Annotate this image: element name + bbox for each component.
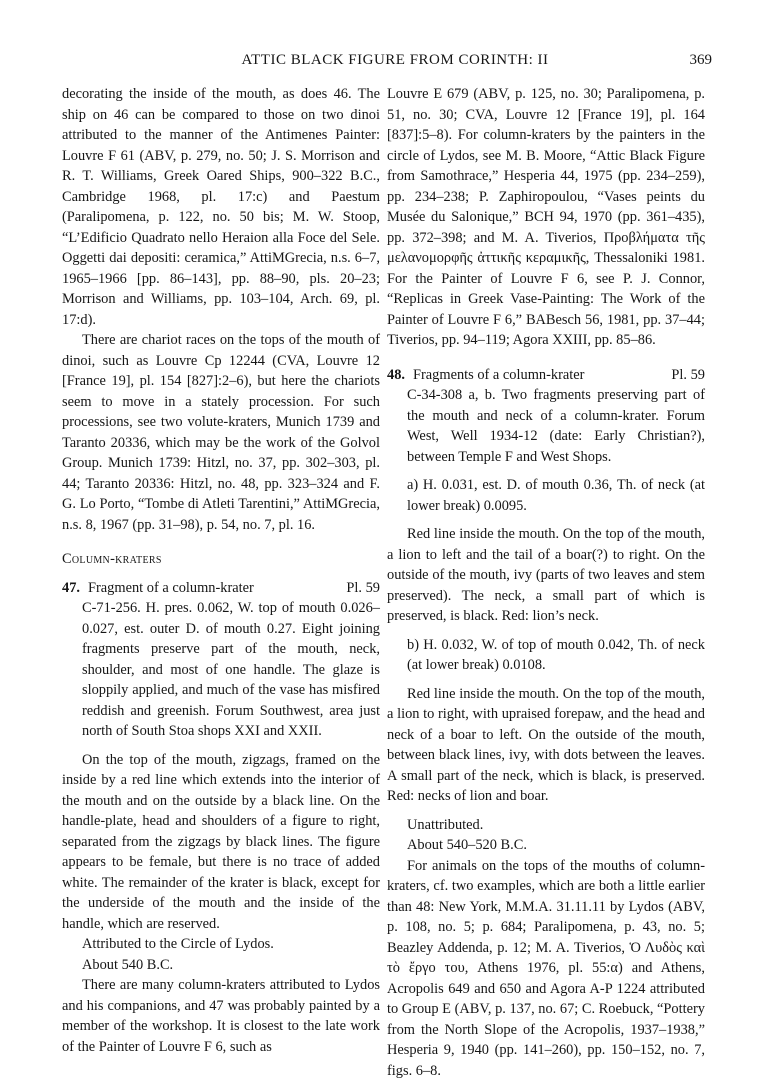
paragraph: Red line inside the mouth. On the top of the mouth, a lion to right, with upraised forepaw, and the head and neck of a boar to left. On the outside of the mouth, between black lines, ivy, with dots between the leaves. A small part of the neck, which is black, is preserved. Red: necks of lion and boar. [387,684,705,807]
page-number: 369 [690,52,713,69]
entry-heading-left [387,365,584,386]
paragraph: For animals on the tops of the mouths of column-kraters, cf. two examples, which are both a little earlier than 48: New York, M.M.A. 31.11.11 by Lydos (ABV, p. 108, no. 5; p. 684; Paralipomena, p. 43, no. 5; Beazley Addenda, p. 12; M. A. Tiverios, Ὁ Λυδὸς καὶ τὸ ἔργο του, Athens 1976, pl. 55:α) and Athens, Acropolis 649 and 650 and Agora A-P 1224 attributed to Group E (ABV, p. 137, no. 67; C. Roebuck, “Pottery from the North Slope of the Acropolis, 1937–1938,” Hesperia 9, 1940 (pp. 141–260), pp. 150–152, no. 7, figs. 6–8. [387,856,705,1081]
date: About 540 B.C. [62,955,380,976]
left-column [62,84,380,1057]
section-title: Column-kraters [62,549,380,570]
entry-title: Fragment of a column-krater [88,580,254,596]
fragment-a-dimensions: a) H. 0.031, est. D. of mouth 0.36, Th. of neck (at lower break) 0.0095. [387,475,705,516]
attribution: Unattributed. [387,815,705,836]
entry-number: 47. [62,580,80,596]
entry-title: Fragments of a column-krater [413,367,584,383]
catalogue-entry-heading [387,365,705,386]
paragraph: On the top of the mouth, zigzags, framed on the inside by a red line which extends into the interior of the mouth and on the outside by a black line. On the handle-plate, head and shoulders of a figure to right, separated from the zigzags by black lines. The figure appears to be female, but there is no trace of added white. The remainder of the krater is black, except for the underside of the mouth and the inside of the handle, which are reserved. [62,750,380,935]
entry-number: 48. [387,367,405,383]
fragment-b-dimensions: b) H. 0.032, W. of top of mouth 0.042, Th. of neck (at lower break) 0.0108. [387,635,705,676]
plate-reference: Pl. 59 [671,365,705,386]
date: About 540–520 B.C. [387,835,705,856]
paragraph: There are many column-kraters attributed to Lydos and his companions, and 47 was probably painted by a member of the workshop. It is closest to the late work of the Painter of Louvre F 6, such as [62,975,380,1057]
entry-heading-left [62,578,254,599]
catalogue-entry-heading [62,578,380,599]
running-header-title: ATTIC BLACK FIGURE FROM CORINTH: II [180,52,610,69]
entry-description: C-34-308 a, b. Two fragments preserving part of the mouth and neck of a column-krater. Forum West, Well 1934-12 (date: Early Christian?), between Temple F and West Shops. [387,385,705,467]
plate-reference: Pl. 59 [346,578,380,599]
right-column [387,84,705,1081]
entry-description: C-71-256. H. pres. 0.062, W. top of mouth 0.026–0.027, est. outer D. of mouth 0.27. Eight joining fragments preserve part of the mouth, neck, shoulder, and most of one handle. The glaze is sloppily applied, and much of the vase has misfired reddish and greenish. Forum Southwest, area just north of South Stoa shops XXI and XXII. [62,598,380,742]
paragraph: Red line inside the mouth. On the top of the mouth, a lion to left and the tail of a boar(?) to right. On the outside of the mouth, ivy (parts of two leaves and stem preserved). The neck, a small part of which is preserved, is black. Red: lion’s neck. [387,524,705,627]
attribution: Attributed to the Circle of Lydos. [62,934,380,955]
paragraph: There are chariot races on the tops of the mouth of dinoi, such as Louvre Cp 12244 (CVA, Louvre 12 [France 19], pl. 154 [827]:2–6), but here the chariots seem to move in a stately procession. For such processions, see two volute-kraters, Munich 1739 and Taranto 20336, which may be the work of the Golvol Group. Munich 1739: Hitzl, no. 37, pp. 302–303, pl. 44; Taranto 20336: Hitzl, no. 48, pp. 323–324 and F. G. Lo Porto, “Tombe di Atleti Tarentini,” AttiMGrecia, n.s. 8, 1967 (pp. 31–98), p. 54, no. 7, pl. 16. [62,330,380,535]
paragraph: decorating the inside of the mouth, as does 46. The ship on 46 can be compared to those on two dinoi attributed to the manner of the Antimenes Painter: Louvre F 61 (ABV, p. 279, no. 50; J. S. Morrison and R. T. Williams, Greek Oared Ships, 900–322 B.C., Cambridge 1968, pl. 17:c) and Paestum (Paralipomena, p. 122, no. 50 bis; M. W. Stoop, “L’Edificio Quadrato nello Heraion alla Foce del Sele. Oggetti dai depositi: ceramica,” AttiMGrecia, n.s. 6–7, 1965–1966 [pp. 86–143], pp. 88–90, pls. 20–23; Morrison and Williams, pp. 103–104, Arch. 69, pl. 17:d). [62,84,380,330]
paragraph: Louvre E 679 (ABV, p. 125, no. 30; Paralipomena, p. 51, no. 30; CVA, Louvre 12 [France 19], pl. 164 [837]:5–8). For column-kraters by the painters in the circle of Lydos, see M. B. Moore, “Attic Black Figure from Samothrace,” Hesperia 44, 1975 (pp. 234–259), pp. 234–238; P. Zaphiropoulou, “Vases peints du Musée du Salonique,” BCH 94, 1970 (pp. 361–435), pp. 372–398; and M. A. Tiverios, Προβλήματα τῆς μελανομορφῆς ἀττικῆς κεραμικῆς, Thessaloniki 1981. For the Painter of Louvre F 6, see P. J. Connor, “Replicas in Greek Vase-Painting: The Work of the Painter of Louvre F 6,” BABesch 56, 1981, pp. 37–44; Tiverios, pp. 94–119; Agora XXIII, pp. 85–86. [387,84,705,351]
